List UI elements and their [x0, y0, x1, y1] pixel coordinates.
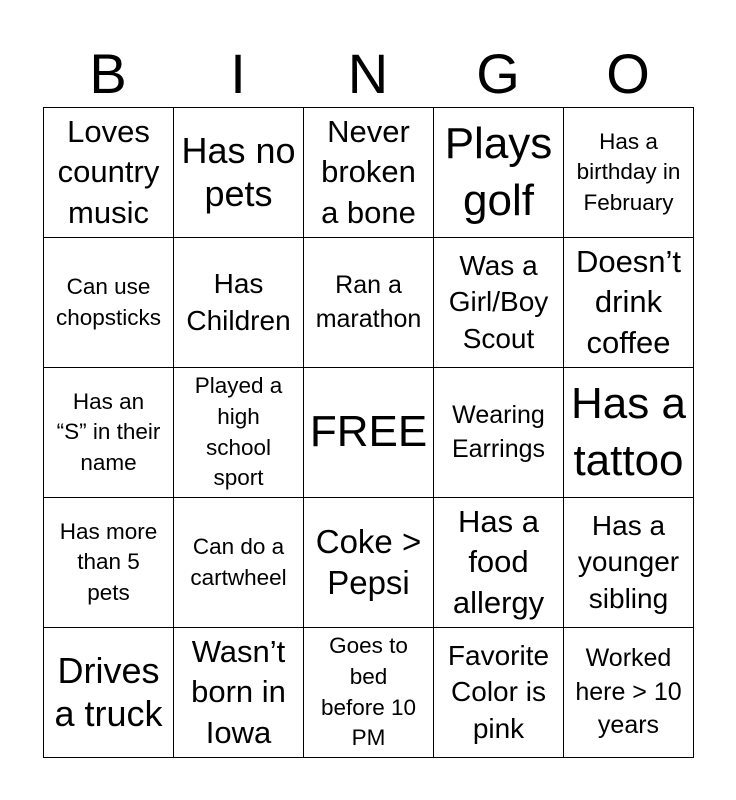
bingo-cell-r1c4[interactable]: Plays golf [434, 108, 564, 238]
bingo-cell-r4c5[interactable]: Has a younger sibling [564, 498, 694, 628]
bingo-cell-r3c1[interactable]: Has an “S” in their name [44, 368, 174, 498]
bingo-cell-r1c1[interactable]: Loves country music [44, 108, 174, 238]
bingo-cell-r4c4[interactable]: Has a food allergy [434, 498, 564, 628]
bingo-cell-r5c3[interactable]: Goes to bed before 10 PM [304, 628, 434, 758]
bingo-cell-r5c5[interactable]: Worked here > 10 years [564, 628, 694, 758]
bingo-cell-r3c5[interactable]: Has a tattoo [564, 368, 694, 498]
bingo-cell-r2c2[interactable]: Has Children [174, 238, 304, 368]
header-letter-o: O [606, 42, 650, 105]
bingo-cell-r5c1[interactable]: Drives a truck [44, 628, 174, 758]
bingo-cell-r4c2[interactable]: Can do a cartwheel [174, 498, 304, 628]
bingo-cell-r5c2[interactable]: Wasn’t born in Iowa [174, 628, 304, 758]
header-letter-i: I [230, 42, 246, 105]
bingo-cell-r4c3[interactable]: Coke > Pepsi [304, 498, 434, 628]
header-letter-g: G [476, 42, 520, 105]
bingo-cell-r2c1[interactable]: Can use chopsticks [44, 238, 174, 368]
header-letter-n: N [347, 42, 389, 105]
bingo-cell-r2c3[interactable]: Ran a marathon [304, 238, 434, 368]
bingo-cell-r1c3[interactable]: Never broken a bone [304, 108, 434, 238]
bingo-cell-r2c4[interactable]: Was a Girl/Boy Scout [434, 238, 564, 368]
bingo-cell-r4c1[interactable]: Has more than 5 pets [44, 498, 174, 628]
bingo-cell-r5c4[interactable]: Favorite Color is pink [434, 628, 564, 758]
bingo-cell-r3c4[interactable]: Wearing Earrings [434, 368, 564, 498]
bingo-cell-r2c5[interactable]: Doesn’t drink coffee [564, 238, 694, 368]
bingo-header [43, 44, 693, 104]
bingo-cell-free[interactable]: FREE [304, 368, 434, 498]
bingo-cell-r3c2[interactable]: Played a high school sport [174, 368, 304, 498]
bingo-cell-r1c2[interactable]: Has no pets [174, 108, 304, 238]
header-letter-b: B [89, 42, 127, 105]
bingo-cell-r1c5[interactable]: Has a birthday in February [564, 108, 694, 238]
bingo-board [43, 107, 694, 758]
